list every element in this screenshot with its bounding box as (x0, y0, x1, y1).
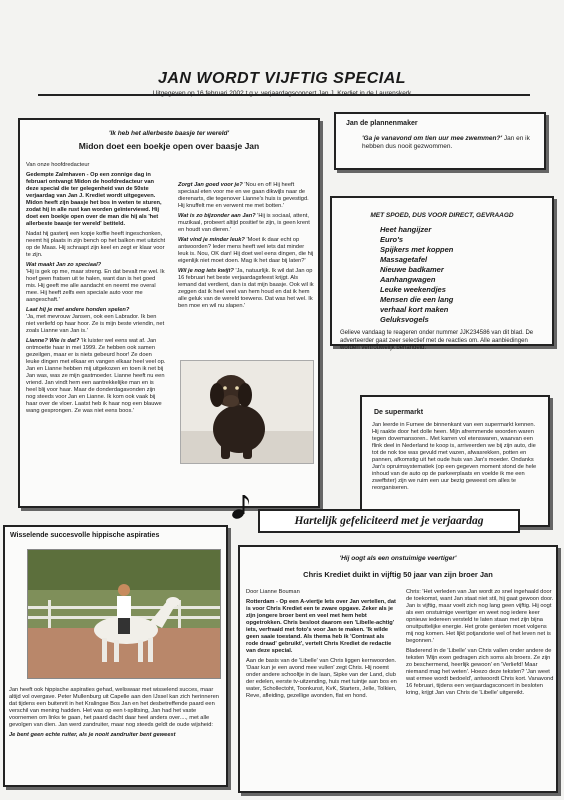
question-3: Lianne? Wie is dat? (26, 338, 80, 344)
question-1: Wat maakt Jan zo speciaal? (26, 262, 102, 268)
main-article-byline: Van onze hoofdredacteur (26, 162, 90, 168)
plannenmaker-box (334, 112, 546, 170)
dog-photo (180, 360, 314, 464)
answer-6: 'Moet ik daar echt op antwoorden? Ieder mens heeft wel iets dat minder leuk is. Nou, OK dan! Hij doet wel eens dingen, die hij eigenlijk niet moet doen. Mag ik het daar bij laten?' (178, 237, 314, 264)
supermarkt-box (360, 395, 550, 527)
answer-2: 'Ja, met mevrouw Jansen, ook een Labrador. Ik ben niet verliefd op haar hoor. Ze is mijn beste vriendin, net zoals Lianne van Jan is.' (26, 314, 165, 334)
classified-list (380, 225, 552, 325)
supermarkt-title: De supermarkt (374, 409, 424, 416)
music-note-icon (230, 492, 252, 520)
hippisch-moral: Je bent geen echte ruiter, als je nooit zandruiter bent geweest (9, 732, 176, 738)
masthead (40, 70, 524, 97)
classified-ad (330, 196, 554, 351)
answer-1: 'Hij is gek op me, maar streng. En dat bevalt me wel. Ik hoef geen fratsen uit te halen, want dan is het goed mis. Hij geeft me alle aandacht en neemt me overal mee. Hij heeft zelfs een speciale auto voor me aangeschaft.' (26, 269, 165, 303)
plannenmaker-text: Jan en ik hebben dus nooit gezwommen. (362, 135, 530, 150)
main-article-p1: Nadat hij gasterij een kopje koffie heeft ingeschonken, neemt hij plaats in zijn bench op het balkon met uitzicht op de Maas. Hij schraapt zijn keel en zegt er klaar voor te zijn. (26, 231, 166, 258)
answer-5: 'Hij is sociaal, attent, muzikaal, probeert altijd positief te zijn, is geen krent en houdt van dieren.' (178, 213, 310, 233)
plannenmaker-quote: 'Ga je vanavond om tien uur mee zwemmen?' (362, 135, 502, 142)
chris-article-headline: Chris Krediet duikt in vijftig 50 jaar van zijn broer Jan (303, 570, 493, 579)
labrador-puppy-image (181, 361, 313, 463)
chris-article-quote: 'Hij oogt als een onstuimige veertiger' (339, 555, 457, 562)
main-article-col-right (178, 182, 314, 313)
masthead-rule (38, 94, 530, 96)
classified-item: Heet hangijzer (380, 225, 432, 234)
chris-article (238, 545, 558, 793)
classified-item: Aanhangwagen (380, 275, 436, 284)
question-7: Wil je nog iets kwijt? (178, 268, 234, 274)
classified-item: Euro's (380, 235, 404, 244)
question-2: Laat hij je met andere honden spelen? (26, 307, 130, 313)
horse-photo (27, 549, 221, 679)
classified-item: Mensen die een lang (380, 295, 454, 304)
main-article-headline: Midon doet een boekje open over baasje Jan (78, 141, 260, 151)
main-article-intro: Gedempte Zalmhaven - Op een zonnige dag in februari ontvangt Midon de hoofdredacteur van deze special die ter gelegenheid van de 50ste verjaardag van Jan J. Krediet wordt uitgegeven. Midon heeft zijn baasje het bos in weten te sturen, zodat hij in alle rust kan worden geïnterviewd. Hij doet een boekje open over de man die hij als 'het allerbeste baasje ter wereld' betiteld. (26, 172, 162, 227)
hippisch-title: Wisselende succesvolle hippische aspiraties (10, 532, 160, 539)
chris-article-p2: Chris: 'Het verleden van Jan wordt zo snel ingehaald door de toekomst, want Jan staat niet stil, hij gaat gewoon door. Jan is vijftig, maar voelt zich nog lang geen vijftig. Hij oogt als een onstuimige veertiger en weet nog iedere keer opnieuw iedereen versteld te laten staan met zijn bijna onuitputtelijke energie. Het grote genieten moet volgens mij nog komen. Het lijkt potjandorie wel of het leven net is begonnen.' (406, 589, 554, 644)
answer-7: 'Ja, natuurlijk. Ik wil dat Jan op 16 februari het beste verjaardagsfeest krijgt. Als iemand dat verdient, dan is dat mijn baasje. Ook wil ik zeggen dat ik heel veel van hem houd en dat ik hem alle geluk van de wereld toewens. Dat was het wel. Ik ben moe en wil nu slapen.' (178, 268, 314, 309)
chris-article-p1: Aan de basis van de 'Libelle' van Chris liggen kernwoorden. 'Daar kun je een avond mee vullen' zegt Chris. Hij noemt onder andere schooltje in de laan, Sipke van der Land, club der edelen, eerste tv-uitzending, huis met tuintje aan bos en water, Schollectoht, Toonkunst, KvK, Starters, Jelle, Tolkien, Reve, afleiding, gezellige avonden, flat en hond. (246, 658, 397, 699)
horse-rider-image (28, 550, 220, 678)
congratulations-banner (258, 509, 520, 533)
question-6: Wat vind je minder leuk? (178, 237, 245, 243)
plannenmaker-title: Jan de plannenmaker (346, 120, 418, 127)
chris-article-p3: Bladerend in de 'Libelle' van Chris vallen onder andere de teksten 'Mijn exen gedragen zich soms als broers. Ze zijn zo beschermend, heerlijk gewoon' en 'Verliefd! Maar niemand mag het weten'. Hoezo deze teksten? 'Jan weet wat ermee wordt bedoeld', antwoordt Chris kort. Vanavond 16 februari, tijdens een verjaardagsconcert in besloten kring, krijgt Jan van Chris de 'Libelle' uitgereikt. (406, 648, 554, 696)
answer-3: 'Ik luister wel eens wat af. Jan ontmoette haar in mei 1999. Ze hebben ook samen gezeilgen, maar er is niets gebeurd hoor! Ze doen leuke dingen met elkaar en vangen elkaar heel veel op. Jan en Lianne hebben mij uitgekozen en toen ik net bij Jan was, was ze mijn gastmoeder. Lianne heeft nu een vriend. Jan vindt hem een aantrekkelijke man en is heel blij voor haar. Maar de donderdagavonden zijn nog steeds voor Jan en Lianne. Ik kom ook vaak bij haar over de vloer. Laatst heb ik haar nog een blauwe wang gesprongen. Ze was niet eens boos.' (26, 338, 166, 414)
newspaper-title: JAN WORDT VIJFTIG SPECIAL (157, 70, 407, 87)
chris-article-intro: Rotterdam - Op een A-viertje lets over Jan vertellen, dat is voor Chris Krediet een te zware opgave. Zeker als je zijn jongere broer bent en veel met hem hebt opgetrokken. Chris besloot daarom een 'Libelle-achtig' iets, verfraaid met foto's voor Jan te maken. 'Ik wilde geen saaie toestand. Als thema heb ik 'Contrast als rode draad' gebruikt', vertelt Chris Krediet de redactie van deze special. (246, 599, 396, 654)
supermarkt-text: Jan leerde in Furnee de binnenkant van een supermarkt kennen. Hij raakte door het dolle heen. Mijn afremmende woorden waren tegen dovemansoren.. Met karren vol etenswaren, waarvan een flink deel in Nederland te koop is, arriveerden we bij zijn auto, die tot de nok toe was gevuld met vazen, afwasrekken, potten en pannen, afkomstig uit het oude huis van Jan's moeder. Ondanks Jan's opruimsystematiek (op een gegeven moment stond de hele inhoud van de auto op de parkeerplaats en voelde ik me een zweffster) zijn we ruim een uur bezig geweest om alles te reorganiseren. (372, 422, 537, 491)
classified-note: Gelieve vandaag te reageren onder nummer JJK234586 van dit blad. De adverteerder gaat zeer selectief met de reacties om. Alle aanbiedingen worden vertrouwelijk behandeld. (340, 330, 534, 351)
answer-4: 'Nou en of! Hij heeft speciaal eten voor me en we gaan dikwijls naar de dierenarts, die tegenover Lianne's huis is gevestigd. Hij knuffelt me en verwent me met botten.' (178, 182, 309, 209)
chris-article-byline: Door Lianne Bouman (246, 589, 300, 595)
classified-item: Leuke weekendjes (380, 285, 446, 294)
main-article (18, 118, 320, 508)
classified-title: MET SPOED, DUS VOOR DIRECT, GEVRAAGD (370, 212, 514, 219)
question-4: Zorgt Jan goed voor je? (178, 182, 243, 188)
chris-article-col-right (406, 589, 554, 700)
banner-text: Hartelijk gefeliciteerd met je verjaardag (294, 515, 484, 527)
hippisch-box (3, 525, 228, 787)
question-5: Wat is zo bijzonder aan Jan? (178, 213, 256, 219)
main-article-col-left (26, 162, 166, 415)
hippisch-body (9, 687, 223, 742)
hippisch-text: Jan heeft ook hippische aspiraties gehad, weliswaar met wisselend succes, maar altijd vol overgave. Peter Mullenburg uit Capelle aan den IJssel kan zich herinneren dat tijdens een buitenrit in het Kralingse Bos Jan en het desbetreffende paard een verschil van mening hadden. Het was op een t-splitsing, Jan had het vaste voornemen om links te gaan, het paard dacht daar heel anders over...., met alle gevolgen van dien. Jan werd zandruiter, maar nog steeds geldt de oude wijsheid: (9, 687, 219, 728)
plannenmaker-body (362, 135, 536, 151)
main-article-quote: 'Ik heb het allerbeste baasje ter wereld' (108, 130, 230, 137)
chris-article-col-left (246, 589, 398, 703)
classified-item: Nieuwe badkamer (380, 265, 444, 274)
classified-item: Geluksvogels (380, 315, 429, 324)
classified-item: Massagetafel (380, 255, 428, 264)
classified-item: Spijkers met koppen (380, 245, 454, 254)
classified-item: verhaal kort maken (380, 305, 449, 314)
